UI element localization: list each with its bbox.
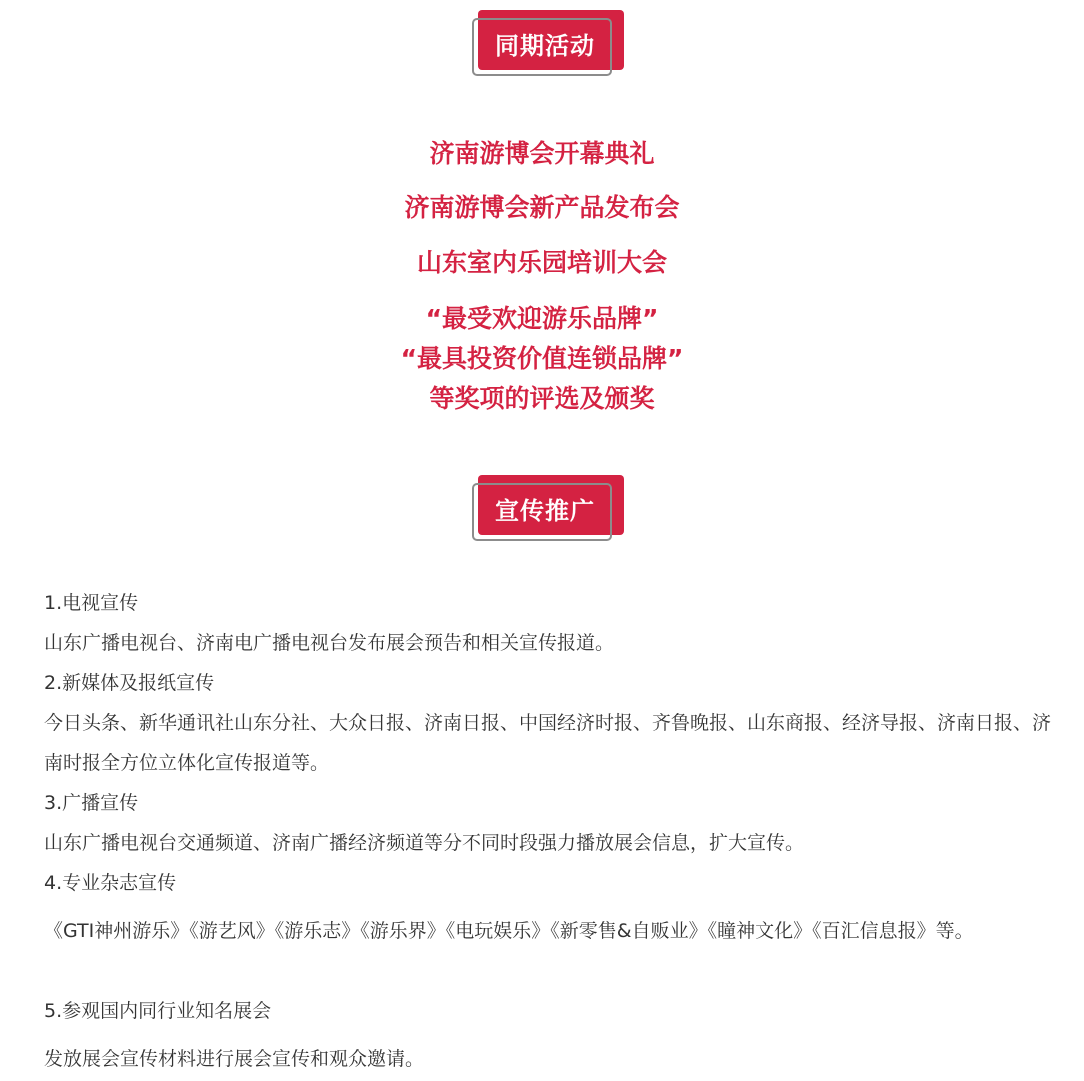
promo-text-magazine: 《GTI神州游乐》《游艺风》《游乐志》《游乐界》《电玩娱乐》《新零售&自贩业》《瞳神文化》《百汇信息报》等。: [44, 920, 974, 942]
activity-item: “最受欢迎游乐品牌”: [425, 304, 659, 333]
promo-heading-newmedia: 2.新媒体及报纸宣传: [44, 672, 215, 694]
promo-text-radio: 山东广播电视台交通频道、济南广播经济频道等分不同时段强力播放展会信息，扩大宣传。: [44, 832, 805, 854]
promo-text-tv: 山东广播电视台、济南电广播电视台发布展会预告和相关宣传报道。: [44, 632, 615, 654]
section-tag-activities: [472, 10, 624, 78]
activity-item: 济南游博会新产品发布会: [404, 193, 680, 222]
promo-heading-magazine: 4.专业杂志宣传: [44, 872, 177, 894]
promo-heading-exhibitions: 5.参观国内同行业知名展会: [44, 1000, 272, 1022]
activity-item: 等奖项的评选及颁奖: [429, 384, 655, 413]
activity-item: 山东室内乐园培训大会: [416, 248, 667, 277]
activity-item: “最具投资价值连锁品牌”: [400, 344, 684, 373]
promo-text-newmedia: 今日头条、新华通讯社山东分社、大众日报、济南日报、中国经济时报、齐鲁晚报、山东商报、经济导报、济南日报、济南时报全方位立体化宣传报道等。: [44, 712, 1052, 774]
promo-text-exhibitions: 发放展会宣传材料进行展会宣传和观众邀请。: [44, 1048, 425, 1070]
promo-heading-radio: 3.广播宣传: [44, 792, 139, 814]
promo-heading-tv: 1.电视宣传: [44, 592, 139, 614]
section-tag-promotion: [472, 475, 624, 543]
section-title-activities: 同期活动: [495, 32, 595, 60]
activity-item: 济南游博会开幕典礼: [429, 139, 655, 168]
section-title-promotion: 宣传推广: [495, 497, 595, 525]
